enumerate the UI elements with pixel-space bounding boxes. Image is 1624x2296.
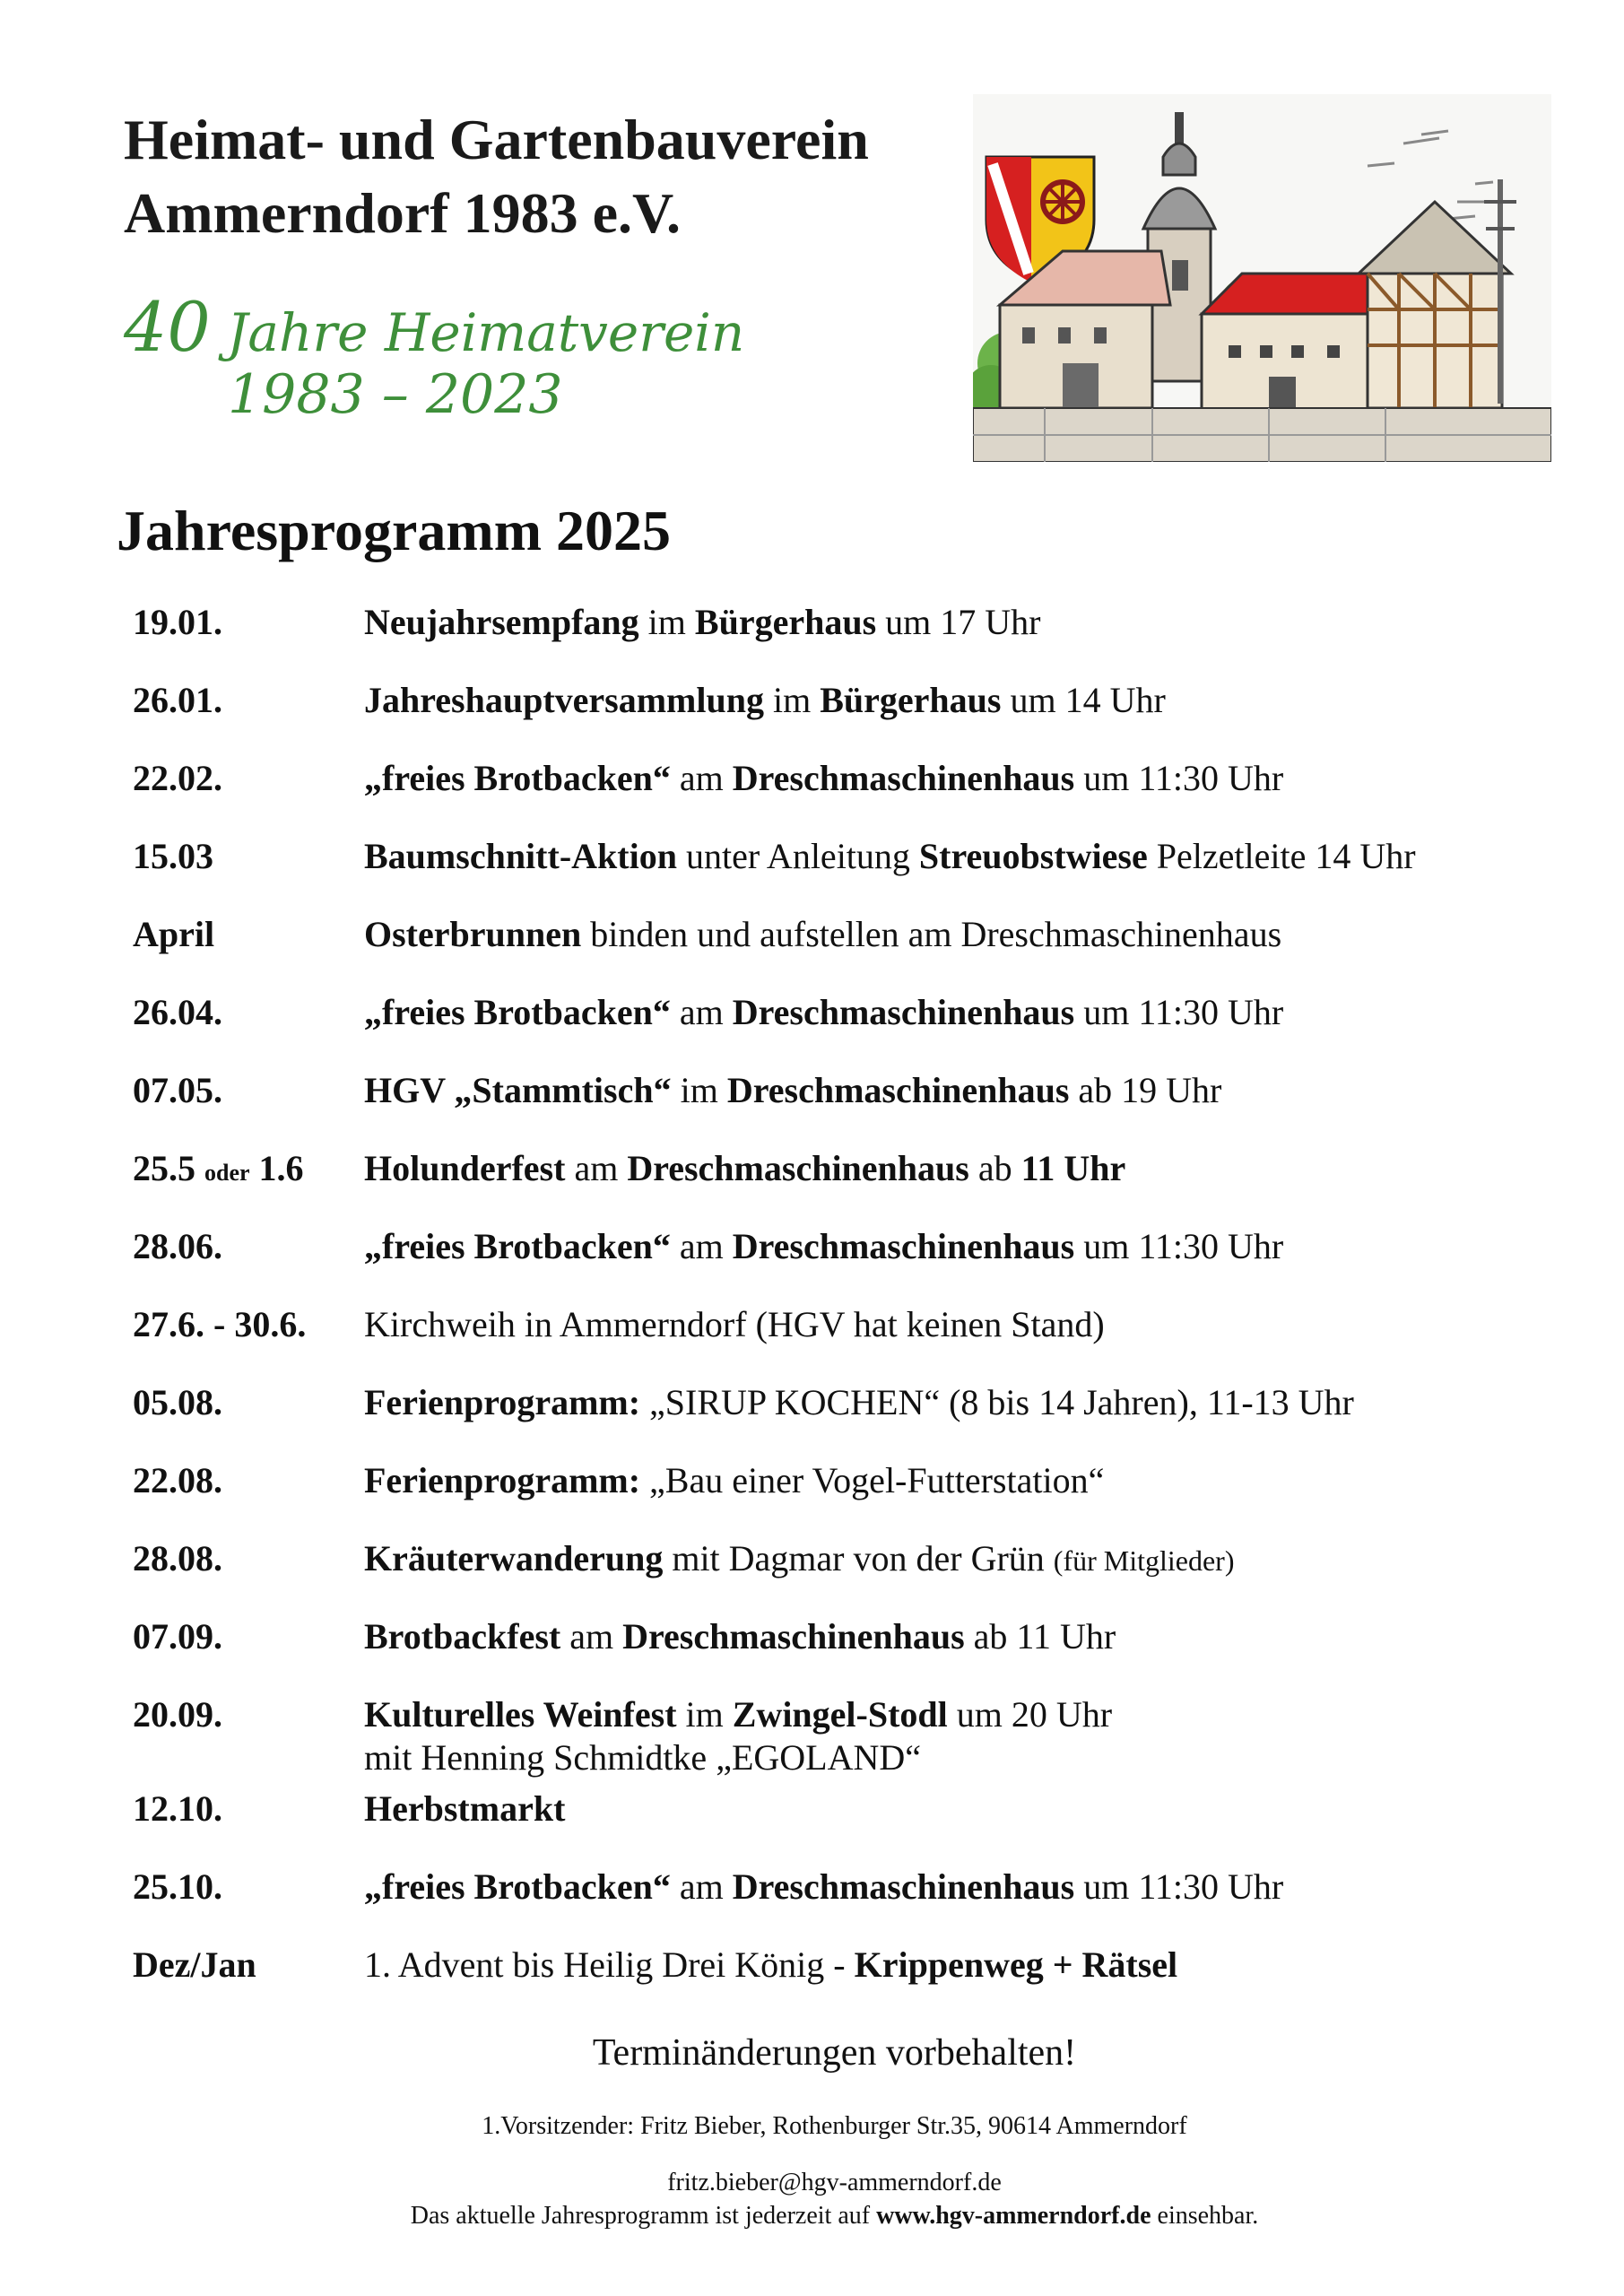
text-segment: Ferienprogramm: bbox=[364, 1460, 641, 1500]
text-segment: Bürgerhaus bbox=[820, 680, 1002, 720]
event-date: 22.02. bbox=[133, 758, 222, 798]
event-description bbox=[364, 679, 1166, 722]
text-segment: oder bbox=[204, 1160, 250, 1186]
text-segment: um 11:30 Uhr bbox=[1074, 758, 1284, 798]
event-date: 28.06. bbox=[133, 1226, 222, 1266]
text-segment: „Bau einer Vogel-Futterstation“ bbox=[640, 1460, 1105, 1500]
text-segment: Pelzetleite 14 Uhr bbox=[1147, 836, 1416, 876]
text-segment: Brotbackfest bbox=[364, 1616, 561, 1657]
text-segment: HGV „Stammtisch“ bbox=[364, 1070, 672, 1110]
anniversary-number: 40 bbox=[124, 287, 211, 367]
text-segment: (für Mitglieder) bbox=[1053, 1544, 1235, 1577]
text-segment: „freies Brotbacken“ bbox=[364, 758, 671, 798]
text-segment: am bbox=[670, 1866, 733, 1907]
event-description bbox=[364, 1787, 565, 1831]
event-description bbox=[364, 1303, 1105, 1346]
change-notice: Terminänderungen vorbehalten! bbox=[592, 2032, 1077, 2074]
event-description bbox=[364, 1147, 1125, 1190]
text-segment: 11 Uhr bbox=[1020, 1148, 1126, 1188]
event-description bbox=[364, 1866, 1283, 1909]
club-name-line-1: Heimat- und Gartenbauverein bbox=[124, 108, 869, 171]
event-date: 07.09. bbox=[133, 1616, 222, 1657]
text-segment: Streuobstwiese bbox=[918, 836, 1148, 876]
text-segment: ab 19 Uhr bbox=[1069, 1070, 1222, 1110]
event-date: Dez/Jan bbox=[133, 1944, 256, 1985]
text-segment: Dreschmaschinenhaus bbox=[622, 1616, 965, 1657]
text-segment: „freies Brotbacken“ bbox=[364, 1866, 671, 1907]
event-date bbox=[133, 1147, 304, 1195]
event-date: 12.10. bbox=[133, 1788, 222, 1829]
anniversary-text: Jahre Heimatverein bbox=[210, 302, 745, 363]
text-segment: um 11:30 Uhr bbox=[1074, 1866, 1284, 1907]
event-date: 25.10. bbox=[133, 1866, 222, 1907]
event-date: 05.08. bbox=[133, 1382, 222, 1422]
website-info bbox=[22, 2202, 1624, 2231]
event-description bbox=[364, 1225, 1283, 1268]
event-description bbox=[364, 913, 1281, 956]
text-segment: am bbox=[670, 992, 733, 1032]
village-illustration bbox=[973, 94, 1551, 462]
website-link[interactable]: www.hgv-ammerndorf.de bbox=[876, 2202, 1151, 2230]
text-segment: ab 11 Uhr bbox=[964, 1616, 1116, 1657]
club-name-line-2: Ammerndorf 1983 e.V. bbox=[124, 181, 681, 245]
text-segment: um 14 Uhr bbox=[1001, 680, 1166, 720]
event-description bbox=[364, 1615, 1116, 1658]
event-date: April bbox=[133, 914, 215, 954]
text-segment: Holunderfest bbox=[364, 1148, 566, 1188]
text-segment: um 11:30 Uhr bbox=[1074, 992, 1284, 1032]
text-segment: Dreschmaschinenhaus bbox=[726, 1070, 1070, 1110]
event-date: 20.09. bbox=[133, 1694, 222, 1735]
event-description bbox=[364, 835, 1416, 878]
event-description bbox=[364, 991, 1283, 1034]
email-address[interactable]: fritz.bieber@hgv-ammerndorf.de bbox=[667, 2169, 1002, 2196]
text-segment: Neujahrsempfang bbox=[364, 602, 639, 642]
event-date: 07.05. bbox=[133, 1070, 222, 1110]
text-segment: Ferienprogramm: bbox=[364, 1382, 641, 1422]
text-segment: am bbox=[670, 758, 733, 798]
website-info-text: Das aktuelle Jahresprogramm ist jederzeit auf bbox=[410, 2202, 877, 2230]
text-segment: „SIRUP KOCHEN“ (8 bis 14 Jahren), 11-13 Uhr bbox=[640, 1382, 1354, 1422]
text-segment: „freies Brotbacken“ bbox=[364, 1226, 671, 1266]
event-date: 15.03 bbox=[133, 836, 213, 876]
event-description bbox=[364, 1459, 1104, 1502]
club-name bbox=[124, 103, 869, 250]
header bbox=[117, 94, 1551, 471]
text-segment: Herbstmarkt bbox=[364, 1788, 566, 1829]
text-segment: Kirchweih in Ammerndorf (HGV hat keinen Stand) bbox=[364, 1304, 1105, 1344]
text-segment: „freies Brotbacken“ bbox=[364, 992, 671, 1032]
text-segment: 1. Advent bis Heilig Drei König - bbox=[364, 1944, 855, 1985]
text-segment: binden und aufstellen am Dreschmaschinenhaus bbox=[581, 914, 1282, 954]
event-date: 28.08. bbox=[133, 1538, 222, 1578]
text-segment: im bbox=[763, 680, 821, 720]
text-segment: 1.6 bbox=[249, 1148, 304, 1188]
text-segment: Bürgerhaus bbox=[694, 602, 877, 642]
text-segment: um 11:30 Uhr bbox=[1074, 1226, 1284, 1266]
event-description bbox=[364, 1537, 1234, 1582]
event-description bbox=[364, 1069, 1221, 1112]
website-info-end: einsehbar. bbox=[1151, 2202, 1259, 2230]
text-segment: Kräuterwanderung bbox=[364, 1538, 664, 1578]
text-segment: Osterbrunnen bbox=[364, 914, 582, 954]
event-description bbox=[364, 1381, 1354, 1424]
event-date: 26.04. bbox=[133, 992, 222, 1032]
anniversary-line bbox=[124, 287, 744, 367]
text-segment: Dreschmaschinenhaus bbox=[732, 1866, 1075, 1907]
text-segment: im bbox=[671, 1070, 727, 1110]
text-segment: am bbox=[560, 1616, 623, 1657]
text-segment: Dreschmaschinenhaus bbox=[732, 1226, 1075, 1266]
event-description bbox=[364, 757, 1283, 800]
event-description bbox=[364, 1693, 1112, 1779]
event-date: 26.01. bbox=[133, 680, 222, 720]
text-segment: ab bbox=[968, 1148, 1021, 1188]
text-segment: Zwingel-Stodl bbox=[732, 1694, 948, 1735]
anniversary-years: 1983 – 2023 bbox=[228, 363, 563, 426]
text-segment: 25.5 bbox=[133, 1148, 204, 1188]
chairman-contact: 1.Vorsitzender: Fritz Bieber, Rothenburger Str.35, 90614 Ammerndorf bbox=[482, 2112, 1187, 2140]
text-segment: Baumschnitt-Aktion bbox=[364, 836, 677, 876]
text-segment: Dreschmaschinenhaus bbox=[732, 758, 1075, 798]
event-date: 27.6. - 30.6. bbox=[133, 1304, 307, 1344]
event-date: 19.01. bbox=[133, 602, 222, 642]
event-date: 22.08. bbox=[133, 1460, 222, 1500]
text-segment: Jahreshauptversammlung bbox=[364, 680, 764, 720]
text-segment: Krippenweg + Rätsel bbox=[854, 1944, 1178, 1985]
text-segment: im bbox=[676, 1694, 733, 1735]
text-segment: um 20 Uhr bbox=[947, 1694, 1113, 1735]
text-segment: mit Dagmar von der Grün bbox=[663, 1538, 1054, 1578]
event-description bbox=[364, 601, 1040, 644]
text-segment: um 17 Uhr bbox=[876, 602, 1041, 642]
text-segment: am bbox=[670, 1226, 733, 1266]
event-description bbox=[364, 1944, 1177, 1987]
text-segment: Dreschmaschinenhaus bbox=[627, 1148, 969, 1188]
text-segment: Dreschmaschinenhaus bbox=[732, 992, 1075, 1032]
text-segment: am bbox=[565, 1148, 628, 1188]
page-title: Jahresprogramm 2025 bbox=[117, 499, 672, 562]
text-segment: im bbox=[638, 602, 695, 642]
text-segment: Kulturelles Weinfest bbox=[364, 1694, 677, 1735]
text-segment: unter Anleitung bbox=[676, 836, 919, 876]
event-description-line-2: mit Henning Schmidtke „EGOLAND“ bbox=[364, 1737, 921, 1778]
